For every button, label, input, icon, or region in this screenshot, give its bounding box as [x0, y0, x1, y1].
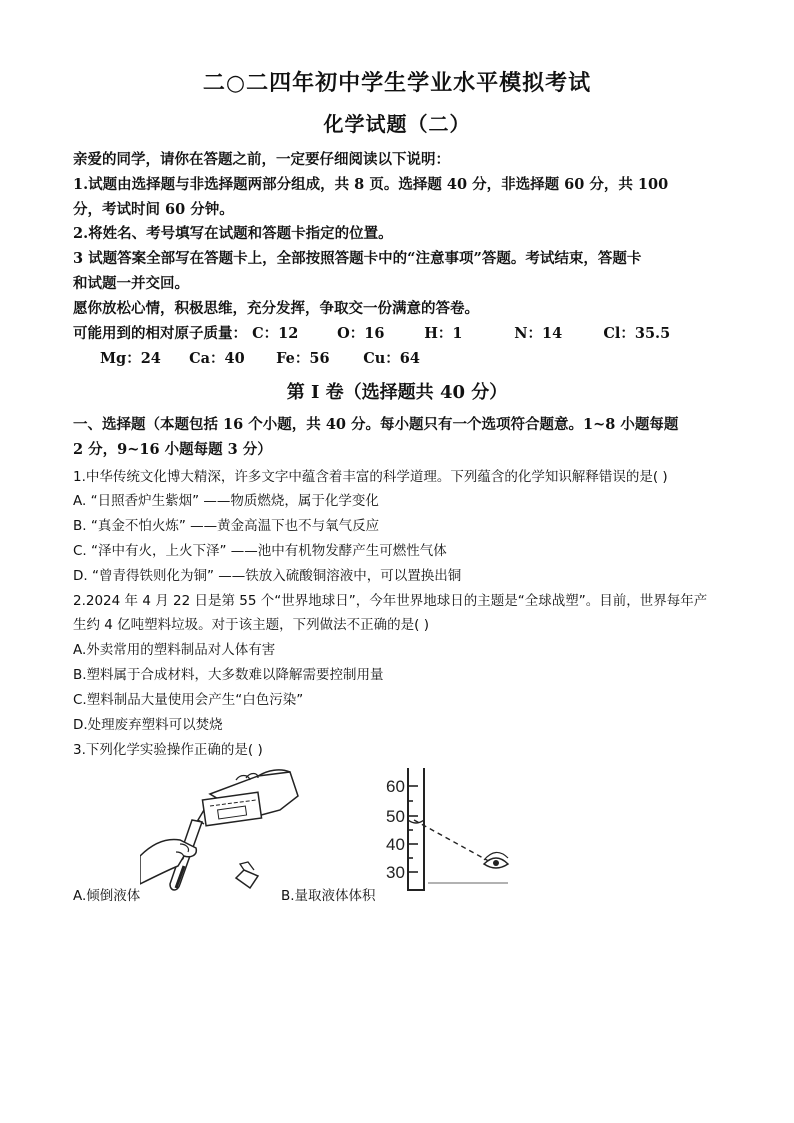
atomic-mass-cu: Cu：64 [363, 350, 420, 367]
instruction-1-line1: 1.试题由选择题与非选择题两部分组成，共 8 页。选择题 40 分，非选择题 60 分，共 100 [73, 176, 669, 193]
section-description-line1: 一、选择题（本题包括 16 个小题，共 40 分。每小题只有一个选项符合题意。1~8 小题每题 [73, 416, 679, 433]
question-1-option-c: C. “泽中有火，上火下泽” ——池中有机物发酵产生可燃性气体 [73, 543, 447, 559]
instruction-1-line2: 分，考试时间 60 分钟。 [73, 201, 234, 218]
instruction-2: 2.将姓名、考号填写在试题和答题卡指定的位置。 [73, 225, 393, 242]
atomic-mass-cl: Cl：35.5 [603, 325, 671, 342]
atomic-mass-row1 [73, 322, 670, 343]
atomic-mass-label: 可能用到的相对原子质量： [73, 325, 247, 342]
cylinder-tick-30: 30 [386, 863, 405, 882]
section-heading: 第 I 卷（选择题共 40 分） [286, 382, 508, 403]
atomic-mass-h: H：1 [424, 325, 463, 342]
instructions-wish: 愿你放松心情，积极思维，充分发挥，争取交一份满意的答卷。 [73, 300, 479, 317]
atomic-mass-mg: Mg：24 [100, 350, 161, 367]
atomic-mass-fe: Fe：56 [276, 350, 330, 367]
section-description-line2: 2 分，9~16 小题每题 3 分） [73, 441, 272, 458]
atomic-mass-row2 [100, 347, 420, 368]
question-3-stem: 3.下列化学实验操作正确的是( ) [73, 742, 263, 758]
figure-b-caption: B.量取液体体积 [281, 888, 376, 904]
question-1-option-a: A. “日照香炉生紫烟” ——物质燃烧，属于化学变化 [73, 493, 379, 509]
figure-a-caption: A.倾倒液体 [73, 888, 141, 904]
cylinder-tick-40: 40 [386, 835, 405, 854]
exam-subtitle: 化学试题（二） [323, 112, 471, 136]
atomic-mass-c: C：12 [252, 325, 299, 342]
atomic-mass-ca: Ca：40 [189, 350, 245, 367]
question-1-stem: 1.中华传统文化博大精深，许多文字中蕴含着丰富的科学道理。下列蕴含的化学知识解释错误的是( ) [73, 469, 668, 485]
question-2-stem-line1: 2.2024 年 4 月 22 日是第 55 个“世界地球日”，今年世界地球日的主题是“全球战塑”。目前，世界每年产 [73, 593, 708, 609]
atomic-mass-o: O：16 [337, 325, 385, 342]
atomic-mass-n: N：14 [514, 325, 563, 342]
question-1-option-d: D. “曾青得铁则化为铜” ——铁放入硫酸铜溶液中，可以置换出铜 [73, 568, 462, 584]
question-2-option-b: B.塑料属于合成材料，大多数难以降解需要控制用量 [73, 667, 384, 683]
cylinder-tick-60: 60 [386, 777, 405, 796]
question-2-option-c: C.塑料制品大量使用会产生“白色污染” [73, 692, 304, 708]
instruction-3-line1: 3 试题答案全部写在答题卡上，全部按照答题卡中的“注意事项”答题。考试结束，答题卡 [73, 250, 642, 267]
pouring-liquid-illustration [140, 766, 300, 898]
question-2-stem-line2: 生约 4 亿吨塑料垃圾。对于该主题，下列做法不正确的是( ) [73, 617, 429, 633]
cylinder-tick-50: 50 [386, 807, 405, 826]
measuring-cylinder-illustration [378, 768, 514, 898]
question-2-option-a: A.外卖常用的塑料制品对人体有害 [73, 642, 276, 658]
question-2-option-d: D.处理废弃塑料可以焚烧 [73, 717, 223, 733]
exam-title: 二○二四年初中学生学业水平模拟考试 [202, 70, 592, 96]
instruction-3-line2: 和试题一并交回。 [73, 275, 189, 292]
question-1-option-b: B. “真金不怕火炼” ——黄金高温下也不与氧气反应 [73, 518, 380, 534]
instructions-intro: 亲爱的同学，请你在答题之前，一定要仔细阅读以下说明： [73, 151, 450, 168]
